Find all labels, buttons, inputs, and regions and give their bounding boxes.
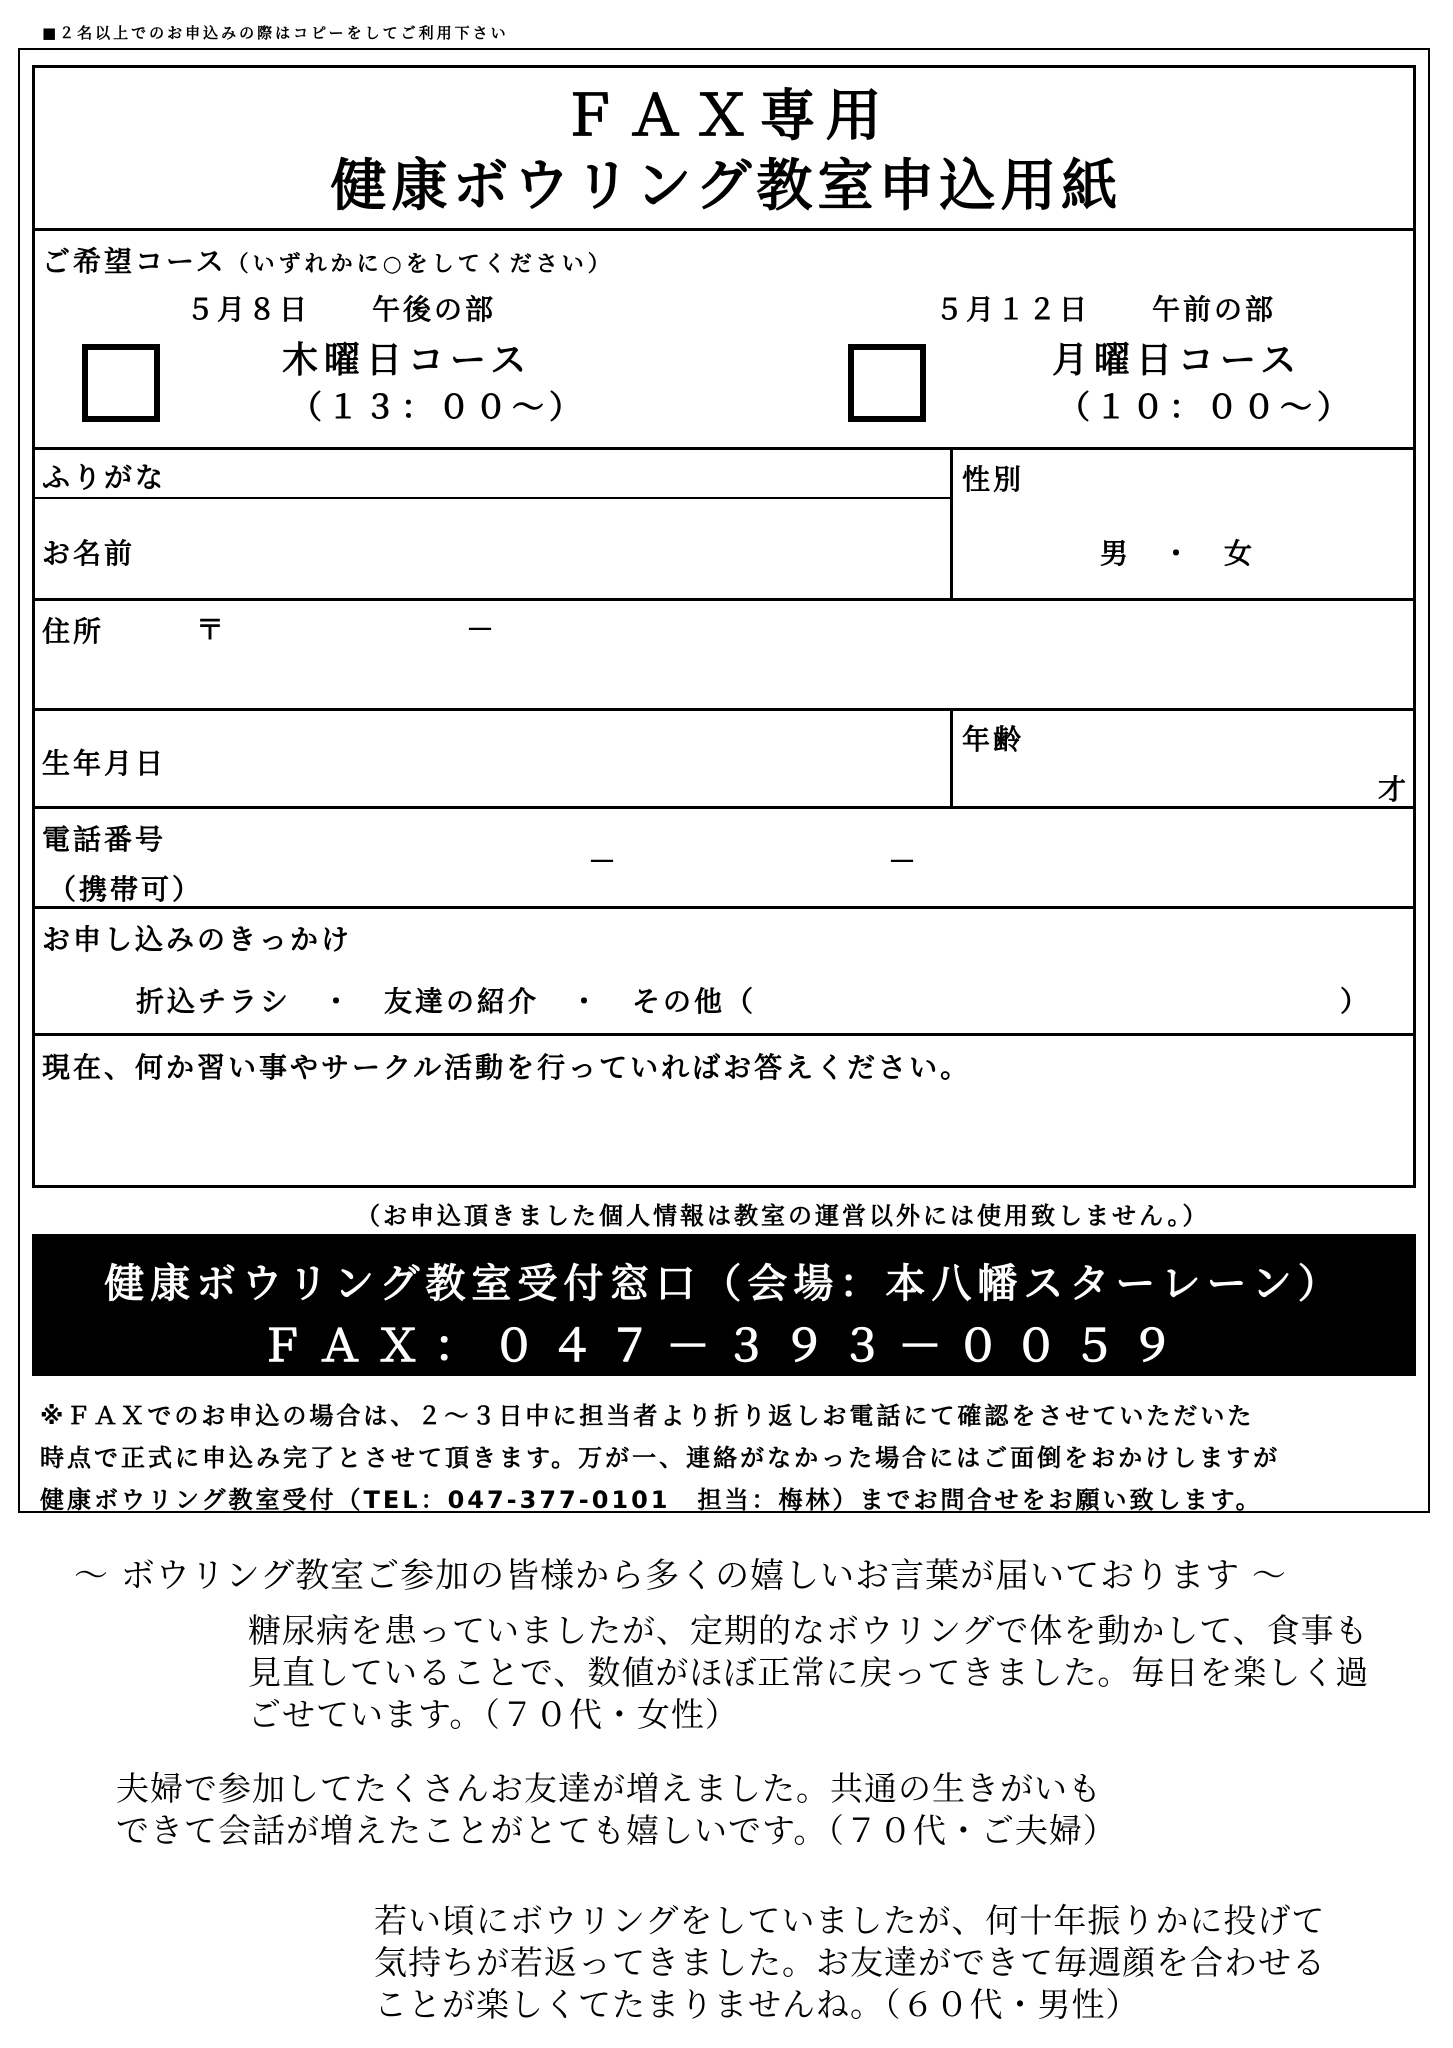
divider bbox=[950, 447, 953, 598]
notice-line-3: 健康ボウリング教室受付（TEL：047-377-0101 担当：梅林）までお問合せをお願い致します。 bbox=[40, 1486, 1263, 1514]
trigger-close-paren: ） bbox=[1340, 985, 1372, 1018]
testimonial-1 bbox=[248, 1610, 1369, 1736]
trigger-options[interactable]: 折込チラシ ・ 友達の紹介 ・ その他（ bbox=[136, 985, 757, 1018]
phone-dash-2: － bbox=[888, 845, 920, 878]
divider bbox=[32, 497, 950, 499]
divider bbox=[32, 1033, 1416, 1036]
testimonials-heading: ～ ボウリング教室ご参加の皆様から多くの嬉しいお言葉が届いております ～ bbox=[74, 1556, 1287, 1596]
phone-label: 電話番号 bbox=[42, 823, 167, 856]
testimonial-line: できて会話が増えたことがとても嬉しいです。（７０代・ご夫婦） bbox=[116, 1811, 1117, 1850]
testimonial-line: 見直していることで、数値がほぼ正常に戻ってきました。毎日を楽しく過 bbox=[248, 1653, 1370, 1692]
furigana-label: ふりがな bbox=[42, 461, 167, 494]
form-title-main: 健康ボウリング教室申込用紙 bbox=[330, 154, 1123, 219]
divider bbox=[32, 447, 1416, 450]
course-mon-date bbox=[935, 288, 1276, 328]
name-label: お名前 bbox=[42, 537, 136, 570]
divider bbox=[32, 598, 1416, 601]
gender-options[interactable]: 男 ・ 女 bbox=[1100, 537, 1256, 570]
course-mon-name: 月曜日コース bbox=[1052, 340, 1303, 381]
course-thu-date-text: ５月８日 bbox=[186, 293, 311, 326]
form-title-fax: ＦＡＸ専用 bbox=[561, 84, 892, 149]
course-section-label bbox=[42, 240, 614, 280]
contact-fax: ＦＡＸ：０４７－３９３－００５９ bbox=[260, 1321, 1188, 1372]
testimonial-2 bbox=[116, 1768, 1117, 1852]
testimonial-line: 若い頃にボウリングをしていましたが、何十年振りかに投げて bbox=[374, 1901, 1326, 1940]
divider bbox=[32, 906, 1416, 909]
testimonial-line: ことが楽しくてたまりませんね。（６０代・男性） bbox=[374, 1985, 1140, 2024]
testimonial-line: 気持ちが若返ってきました。お友達ができて毎週顔を合わせる bbox=[374, 1943, 1326, 1982]
copy-notice: ■２名以上でのお申込みの際はコピーをしてご利用下さい bbox=[42, 24, 509, 42]
course-label: ご希望コース bbox=[42, 245, 227, 278]
contact-office: 健康ボウリング教室受付窓口（会場：本八幡スターレーン） bbox=[104, 1261, 1344, 1307]
address-label: 住所 bbox=[42, 615, 105, 648]
testimonial-line: 夫婦で参加してたくさんお友達が増えました。共通の生きがいも bbox=[116, 1769, 1102, 1808]
testimonial-3 bbox=[374, 1900, 1326, 2026]
course-mon-date-text: ５月１２日 bbox=[935, 293, 1091, 326]
divider bbox=[32, 228, 1416, 231]
course-thu-time: （１３：００～） bbox=[290, 388, 587, 426]
notice-line-2: 時点で正式に申込み完了とさせて頂きます。万が一、連絡がなかった場合にはご面倒をおかけしますが bbox=[40, 1444, 1281, 1472]
divider bbox=[32, 806, 1416, 809]
course-thu-checkbox[interactable] bbox=[82, 344, 160, 422]
divider bbox=[32, 708, 1416, 711]
hobby-question: 現在、何か習い事やサークル活動を行っていればお答えください。 bbox=[42, 1051, 972, 1084]
contact-banner bbox=[32, 1234, 1416, 1376]
phone-dash-1: － bbox=[588, 845, 620, 878]
course-thu-date bbox=[186, 288, 496, 328]
age-unit: 才 bbox=[1378, 773, 1410, 806]
course-mon-checkbox[interactable] bbox=[848, 344, 926, 422]
age-label: 年齢 bbox=[962, 723, 1025, 756]
course-mon-time: （１０：００～） bbox=[1058, 388, 1355, 426]
course-thu-part: 午後の部 bbox=[372, 293, 497, 326]
trigger-label: お申し込みのきっかけ bbox=[42, 923, 353, 956]
postal-dash: － bbox=[466, 613, 498, 646]
testimonial-line: ごせています。（７０代・女性） bbox=[248, 1695, 739, 1734]
birthday-label: 生年月日 bbox=[42, 747, 167, 780]
course-note: （いずれかに○をしてください） bbox=[226, 252, 614, 277]
course-thu-name: 木曜日コース bbox=[282, 340, 533, 381]
testimonial-line: 糖尿病を患っていましたが、定期的なボウリングで体を動かして、食事も bbox=[248, 1611, 1369, 1650]
gender-label: 性別 bbox=[962, 463, 1025, 496]
divider bbox=[950, 708, 953, 806]
postal-mark: 〒 bbox=[196, 613, 228, 646]
course-mon-part: 午前の部 bbox=[1152, 293, 1277, 326]
privacy-note: （お申込頂きました個人情報は教室の運営以外には使用致しません。） bbox=[356, 1202, 1210, 1230]
phone-sub-label: （携帯可） bbox=[48, 873, 204, 906]
notice-line-1: ※ＦＡＸでのお申込の場合は、２～３日中に担当者より折り返しお電話にて確認をさせていただいた bbox=[40, 1402, 1255, 1430]
